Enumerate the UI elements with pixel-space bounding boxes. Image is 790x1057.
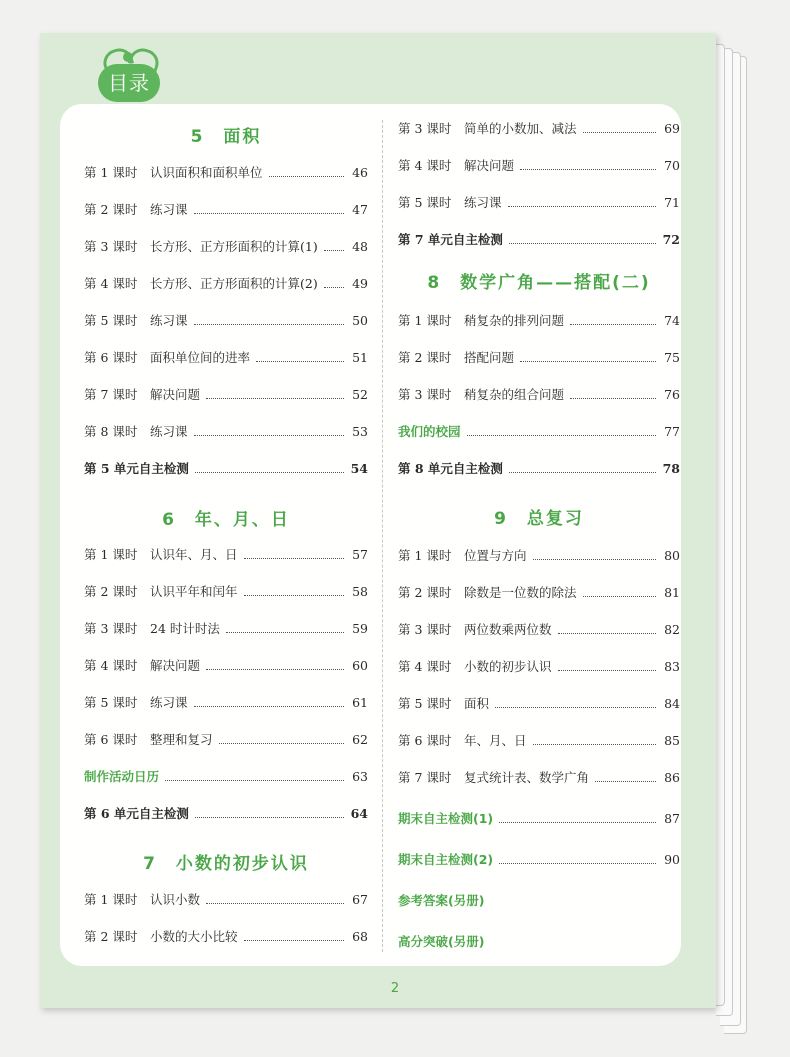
dot-leader	[595, 773, 656, 782]
page-ref: 61	[352, 694, 368, 710]
dot-leader	[194, 316, 344, 325]
dot-leader	[256, 353, 344, 362]
entry-title: 第 5 单元自主检测	[84, 461, 189, 476]
column-divider	[382, 120, 383, 952]
entry-title: 参考答案(另册)	[398, 893, 485, 908]
dot-leader	[194, 698, 344, 707]
page-ref: 50	[352, 312, 368, 328]
entry-title: 搭配问题	[464, 350, 515, 365]
page-ref: 54	[350, 460, 368, 476]
dot-leader	[165, 772, 344, 781]
page-ref: 87	[664, 810, 680, 826]
page-ref: 85	[664, 732, 680, 748]
lesson-number: 第 5 课时	[84, 313, 138, 328]
toc-entry	[398, 808, 680, 828]
entry-title: 第 8 单元自主检测	[398, 461, 503, 476]
entry-title: 练习课	[464, 195, 502, 210]
dot-leader	[495, 699, 656, 708]
page-ref: 70	[664, 157, 680, 173]
entry-title: 简单的小数加、减法	[464, 121, 577, 136]
lesson-number: 第 8 课时	[84, 424, 138, 439]
entry-title: 第 7 单元自主检测	[398, 232, 503, 247]
page-ref: 86	[664, 769, 680, 785]
entry-title: 面积	[464, 696, 490, 711]
toc-entry	[84, 729, 368, 749]
toc-entry	[398, 849, 680, 869]
toc-entry	[398, 545, 680, 565]
entry-title: 长方形、正方形面积的计算(1)	[150, 239, 318, 254]
toc-entry	[84, 655, 368, 675]
lesson-number: 第 4 课时	[398, 659, 452, 674]
page-ref: 51	[352, 349, 368, 365]
page-ref: 62	[352, 731, 368, 747]
dot-leader	[508, 198, 656, 207]
lesson-number: 第 3 课时	[398, 387, 452, 402]
page-ref: 71	[664, 194, 680, 210]
toc-entry	[84, 458, 368, 478]
page-ref: 69	[664, 120, 680, 136]
lesson-number: 第 2 课时	[84, 929, 138, 944]
toc-entry	[84, 544, 368, 564]
contents-badge: 目录	[98, 64, 160, 102]
dot-leader	[244, 932, 344, 941]
entry-title: 解决问题	[464, 158, 515, 173]
page-ref: 80	[664, 547, 680, 563]
unit-heading: 8 数学广角——搭配(二)	[427, 273, 651, 293]
dot-leader	[558, 625, 656, 634]
entry-title: 解决问题	[150, 658, 201, 673]
dot-leader	[194, 205, 344, 214]
lesson-number: 第 1 课时	[84, 892, 138, 907]
lesson-number: 第 7 课时	[84, 387, 138, 402]
lesson-number: 第 1 课时	[398, 313, 452, 328]
toc-entry	[398, 155, 680, 175]
entry-title: 年、月、日	[464, 733, 527, 748]
lesson-number: 第 7 课时	[398, 770, 452, 785]
entry-title: 认识平年和闰年	[150, 584, 238, 599]
lesson-number: 第 6 课时	[84, 732, 138, 747]
toc-entry	[398, 730, 680, 750]
dot-leader	[520, 161, 656, 170]
page-ref: 72	[662, 231, 680, 247]
toc-entry	[398, 890, 680, 910]
page-ref: 67	[352, 891, 368, 907]
page-ref: 58	[352, 583, 368, 599]
toc-entry	[84, 766, 368, 786]
entry-title: 稍复杂的组合问题	[464, 387, 565, 402]
dot-leader	[195, 809, 344, 818]
dot-leader	[570, 316, 656, 325]
page-ref: 60	[352, 657, 368, 673]
dot-leader	[206, 390, 344, 399]
lesson-number: 第 2 课时	[398, 585, 452, 600]
lesson-number: 第 1 课时	[84, 165, 138, 180]
page-ref: 63	[352, 768, 368, 784]
dot-leader	[583, 588, 656, 597]
toc-entry	[84, 581, 368, 601]
toc-entry	[84, 310, 368, 330]
toc-entry	[84, 236, 368, 256]
dot-leader	[533, 736, 656, 745]
lesson-number: 第 5 课时	[398, 195, 452, 210]
toc-entry	[84, 347, 368, 367]
page-ref: 82	[664, 621, 680, 637]
page-ref: 75	[664, 349, 680, 365]
page-ref: 81	[664, 584, 680, 600]
dot-leader	[467, 427, 656, 436]
dot-leader	[226, 624, 344, 633]
page-ref: 53	[352, 423, 368, 439]
entry-title: 复式统计表、数学广角	[464, 770, 590, 785]
toc-entry	[398, 118, 680, 138]
dot-leader	[244, 587, 344, 596]
lesson-number: 第 2 课时	[84, 202, 138, 217]
toc-entry	[398, 310, 680, 330]
lesson-number: 第 3 课时	[398, 622, 452, 637]
dot-leader	[194, 427, 344, 436]
unit-heading: 9 总复习	[494, 509, 584, 529]
toc-entry	[398, 582, 680, 602]
page-ref: 68	[352, 928, 368, 944]
page-ref: 83	[664, 658, 680, 674]
toc-entry	[398, 192, 680, 212]
entry-title: 高分突破(另册)	[398, 934, 485, 949]
entry-title: 认识面积和面积单位	[150, 165, 263, 180]
dot-leader	[195, 464, 344, 473]
dot-leader	[499, 855, 656, 864]
entry-title: 练习课	[150, 313, 188, 328]
entry-title: 小数的初步认识	[464, 659, 552, 674]
dot-leader	[206, 661, 344, 670]
lesson-number: 第 1 课时	[398, 548, 452, 563]
lesson-number: 第 4 课时	[398, 158, 452, 173]
toc-entry	[398, 656, 680, 676]
page-ref: 84	[664, 695, 680, 711]
entry-title: 面积单位间的进率	[150, 350, 251, 365]
lesson-number: 第 5 课时	[84, 695, 138, 710]
toc-entry	[398, 767, 680, 787]
dot-leader	[219, 735, 344, 744]
page-number: 2	[390, 981, 400, 996]
dot-leader	[269, 168, 344, 177]
dot-leader	[499, 814, 656, 823]
entry-title: 练习课	[150, 202, 188, 217]
unit-heading: 5 面积	[190, 127, 262, 147]
entry-title: 期末自主检测(1)	[398, 811, 494, 826]
lesson-number: 第 1 课时	[84, 547, 138, 562]
unit-heading: 7 小数的初步认识	[143, 854, 309, 874]
entry-title: 我们的校园	[398, 424, 461, 439]
toc-entry	[84, 384, 368, 404]
lesson-number: 第 3 课时	[84, 239, 138, 254]
toc-entry	[398, 229, 680, 249]
dot-leader	[324, 242, 344, 251]
toc-entry	[84, 803, 368, 823]
page-ref: 49	[352, 275, 368, 291]
dot-leader	[558, 662, 656, 671]
page-ref: 64	[350, 805, 368, 821]
toc-entry	[398, 693, 680, 713]
page-ref: 47	[352, 201, 368, 217]
toc-entry	[398, 458, 680, 478]
lesson-number: 第 4 课时	[84, 276, 138, 291]
page-ref: 74	[664, 312, 680, 328]
toc-entry	[84, 618, 368, 638]
entry-title: 除数是一位数的除法	[464, 585, 577, 600]
clock-knob-icon	[123, 52, 133, 62]
toc-entry	[84, 692, 368, 712]
toc-entry	[398, 619, 680, 639]
entry-title: 小数的大小比较	[150, 929, 238, 944]
dot-leader	[206, 895, 344, 904]
dot-leader	[509, 235, 656, 244]
page-ref: 76	[664, 386, 680, 402]
entry-title: 练习课	[150, 695, 188, 710]
entry-title: 练习课	[150, 424, 188, 439]
toc-entry	[84, 421, 368, 441]
toc-entry	[398, 931, 680, 951]
entry-title: 制作活动日历	[84, 769, 160, 784]
dot-leader	[509, 464, 656, 473]
lesson-number: 第 6 课时	[84, 350, 138, 365]
toc-entry	[84, 162, 368, 182]
entry-title: 两位数乘两位数	[464, 622, 552, 637]
toc-entry	[398, 384, 680, 404]
page-ref: 77	[664, 423, 680, 439]
dot-leader	[324, 279, 344, 288]
entry-title: 认识年、月、日	[150, 547, 238, 562]
entry-title: 长方形、正方形面积的计算(2)	[150, 276, 318, 291]
toc-entry	[398, 421, 680, 441]
lesson-number: 第 2 课时	[398, 350, 452, 365]
lesson-number: 第 3 课时	[398, 121, 452, 136]
dot-leader	[533, 551, 656, 560]
toc-entry	[84, 926, 368, 946]
lesson-number: 第 4 课时	[84, 658, 138, 673]
lesson-number: 第 2 课时	[84, 584, 138, 599]
dot-leader	[583, 124, 656, 133]
toc-entry	[84, 273, 368, 293]
entry-title: 认识小数	[150, 892, 201, 907]
lesson-number: 第 5 课时	[398, 696, 452, 711]
page-ref: 48	[352, 238, 368, 254]
lesson-number: 第 3 课时	[84, 621, 138, 636]
entry-title: 稍复杂的排列问题	[464, 313, 565, 328]
dot-leader	[244, 550, 344, 559]
toc-entry	[84, 889, 368, 909]
page-ref: 90	[664, 851, 680, 867]
toc-entry	[398, 347, 680, 367]
entry-title: 24 时计时法	[150, 621, 220, 636]
unit-heading: 6 年、月、日	[162, 510, 290, 530]
page-ref: 52	[352, 386, 368, 402]
entry-title: 期末自主检测(2)	[398, 852, 494, 867]
dot-leader	[570, 390, 656, 399]
entry-title: 解决问题	[150, 387, 201, 402]
toc-entry	[84, 199, 368, 219]
entry-title: 第 6 单元自主检测	[84, 806, 189, 821]
entry-title: 位置与方向	[464, 548, 527, 563]
page-ref: 78	[662, 460, 680, 476]
lesson-number: 第 6 课时	[398, 733, 452, 748]
page-ref: 46	[352, 164, 368, 180]
dot-leader	[520, 353, 656, 362]
page-ref: 59	[352, 620, 368, 636]
entry-title: 整理和复习	[150, 732, 213, 747]
page-ref: 57	[352, 546, 368, 562]
